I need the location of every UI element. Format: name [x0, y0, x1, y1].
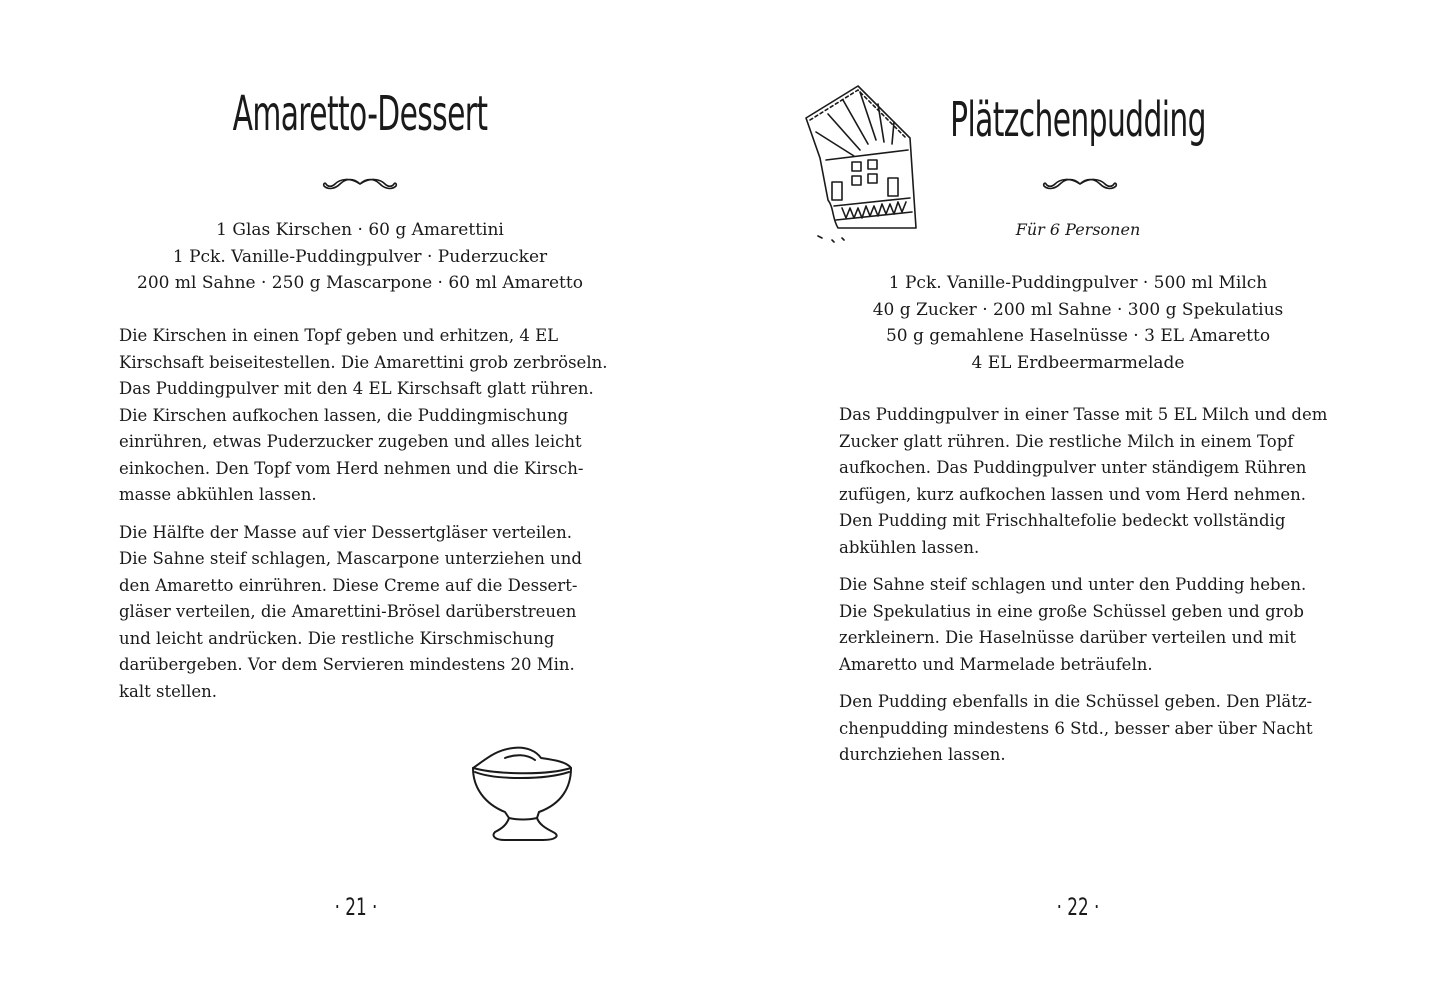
instruction-line: Kirschsaft beiseitestellen. Die Amarettini grob zerbröseln.: [119, 352, 608, 372]
instruction-paragraph: [119, 520, 607, 706]
ingredient-line: 50 g gemahlene Haselnüsse · 3 EL Amaretto: [885, 326, 1271, 346]
instruction-line: Den Pudding ebenfalls in die Schüssel geben. Den Plätz-: [839, 692, 1313, 711]
ingredient-line: 1 Pck. Vanille-Puddingpulver · 500 ml Milch: [888, 273, 1268, 293]
mustache-ornament-icon: [320, 175, 400, 195]
page-number: · 21 ·: [334, 893, 378, 921]
ingredient-list: [778, 270, 1378, 376]
instruction-line: Die Hälfte der Masse auf vier Dessertgläser verteilen.: [119, 522, 573, 542]
right-page: [718, 0, 1435, 1000]
ingredient-list: [60, 217, 660, 297]
instruction-line: einkochen. Den Topf vom Herd nehmen und die Kirsch-: [119, 458, 584, 478]
instruction-paragraph: [839, 402, 1327, 561]
instruction-line: durchziehen lassen.: [839, 745, 1006, 764]
instruction-line: und leicht andrücken. Die restliche Kirschmischung: [119, 628, 555, 648]
instruction-paragraph: [839, 572, 1327, 678]
ingredient-line: 40 g Zucker · 200 ml Sahne · 300 g Spekulatius: [872, 299, 1284, 320]
instruction-line: Den Pudding mit Frischhaltefolie bedeckt vollständig: [839, 511, 1286, 530]
instruction-line: Die Spekulatius in eine große Schüssel geben und grob: [839, 601, 1304, 621]
instruction-line: Amaretto und Marmelade beträufeln.: [839, 654, 1153, 674]
mustache-ornament-icon: [1040, 175, 1120, 195]
recipe-title: Amaretto-Dessert: [232, 86, 488, 142]
recipe-instructions: [839, 402, 1327, 780]
ingredient-line: 1 Pck. Vanille-Puddingpulver · Puderzucker: [172, 246, 548, 267]
dessert-glass-icon: [465, 738, 580, 848]
instruction-paragraph: [119, 323, 607, 509]
instruction-line: Die Sahne steif schlagen, Mascarpone unterziehen und: [119, 549, 582, 568]
instruction-line: einrühren, etwas Puderzucker zugeben und alles leicht: [119, 432, 582, 451]
recipe-instructions: [119, 323, 607, 716]
ingredient-line: 4 EL Erdbeermarmelade: [971, 352, 1185, 373]
instruction-line: chenpudding mindestens 6 Std., besser aber über Nacht: [839, 718, 1313, 738]
ingredient-line: 200 ml Sahne · 250 g Mascarpone · 60 ml Amaretto: [137, 273, 583, 293]
instruction-line: gläser verteilen, die Amarettini-Brösel darüberstreuen: [119, 602, 577, 621]
instruction-line: zufügen, kurz aufkochen lassen und vom Herd nehmen.: [839, 484, 1306, 504]
servings-label: Für 6 Personen: [1015, 220, 1141, 239]
instruction-line: masse abkühlen lassen.: [119, 485, 317, 504]
instruction-line: darübergeben. Vor dem Servieren mindestens 20 Min.: [119, 655, 575, 674]
instruction-line: Die Kirschen aufkochen lassen, die Puddingmischung: [119, 405, 569, 425]
instruction-line: Das Puddingpulver in einer Tasse mit 5 EL Milch und dem: [839, 405, 1328, 424]
instruction-line: Die Sahne steif schlagen und unter den Pudding heben.: [839, 575, 1307, 594]
ingredient-line: 1 Glas Kirschen · 60 g Amarettini: [216, 220, 504, 240]
instruction-paragraph: [839, 689, 1327, 769]
instruction-line: zerkleinern. Die Haselnüsse darüber verteilen und mit: [839, 628, 1297, 647]
instruction-line: kalt stellen.: [119, 681, 218, 701]
instruction-line: Zucker glatt rühren. Die restliche Milch in einem Topf: [839, 431, 1294, 451]
recipe-title: Plätzchenpudding: [950, 92, 1206, 148]
page-number: · 22 ·: [1056, 893, 1100, 921]
instruction-line: Das Puddingpulver mit den 4 EL Kirschsaft glatt rühren.: [119, 379, 594, 398]
left-page: [0, 0, 717, 1000]
instruction-line: aufkochen. Das Puddingpulver unter ständigem Rühren: [839, 458, 1307, 477]
instruction-line: den Amaretto einrühren. Diese Creme auf die Dessert-: [119, 575, 578, 595]
instruction-line: Die Kirschen in einen Topf geben und erhitzen, 4 EL: [119, 326, 559, 345]
instruction-line: abkühlen lassen.: [839, 537, 980, 557]
